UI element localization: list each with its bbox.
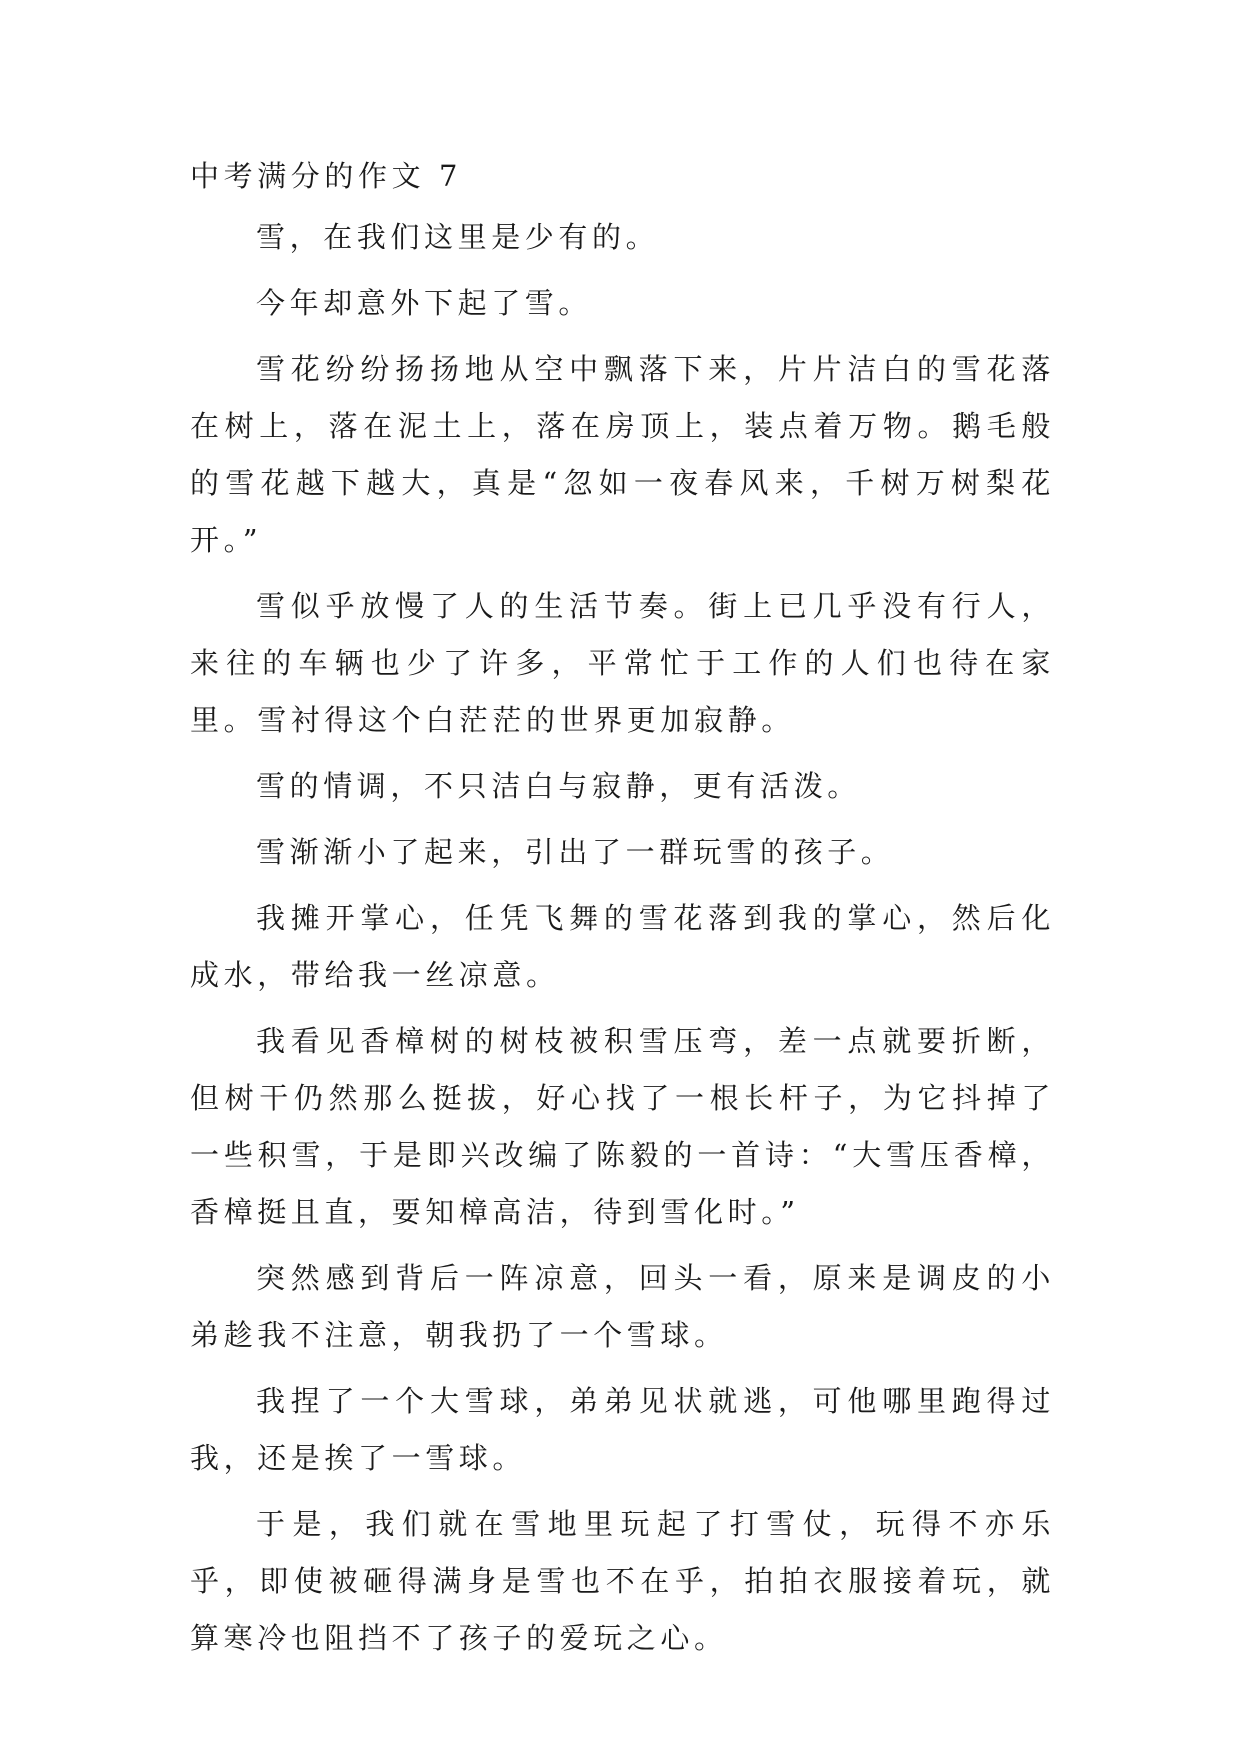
paragraph-1: 雪，在我们这里是少有的。 xyxy=(256,220,660,254)
paragraph-2: 今年却意外下起了雪。 xyxy=(256,286,593,320)
paragraph-7: 我摊开掌心，任凭飞舞的雪花落到我的掌心，然后化成水，带给我一丝凉意。 xyxy=(190,901,1055,992)
paragraph-9: 突然感到背后一阵凉意，回头一看，原来是调皮的小弟趁我不注意，朝我扔了一个雪球。 xyxy=(190,1261,1055,1352)
paragraph-11: 于是，我们就在雪地里玩起了打雪仗，玩得不亦乐乎，即使被砸得满身是雪也不在乎，拍拍衣服接着玩，就算寒冷也阻挡不了孩子的爱玩之心。 xyxy=(190,1507,1055,1655)
paragraph-3: 雪花纷纷扬扬地从空中飘落下来，片片洁白的雪花落在树上，落在泥土上，落在房顶上，装点着万物。鹅毛般的雪花越下越大，真是“忽如一夜春风来，千树万树梨花开。” xyxy=(190,352,1055,557)
paragraph-10: 我捏了一个大雪球，弟弟见状就逃，可他哪里跑得过我，还是挨了一雪球。 xyxy=(190,1384,1055,1475)
paragraph-6: 雪渐渐小了起来，引出了一群玩雪的孩子。 xyxy=(256,835,895,869)
paragraph-8: 我看见香樟树的树枝被积雪压弯，差一点就要折断，但树干仍然那么挺拔，好心找了一根长杆子，为它抖掉了一些积雪，于是即兴改编了陈毅的一首诗：“大雪压香樟，香樟挺且直，要知樟高洁，待到雪化时。” xyxy=(190,1024,1055,1229)
paragraph-4: 雪似乎放慢了人的生活节奏。街上已几乎没有行人，来往的车辆也少了许多，平常忙于工作的人们也待在家里。雪衬得这个白茫茫的世界更加寂静。 xyxy=(190,589,1055,737)
paragraph-5: 雪的情调，不只洁白与寂静，更有活泼。 xyxy=(256,769,861,803)
document-page xyxy=(190,148,1055,1676)
document-title: 中考满分的作文 7 xyxy=(190,159,463,193)
